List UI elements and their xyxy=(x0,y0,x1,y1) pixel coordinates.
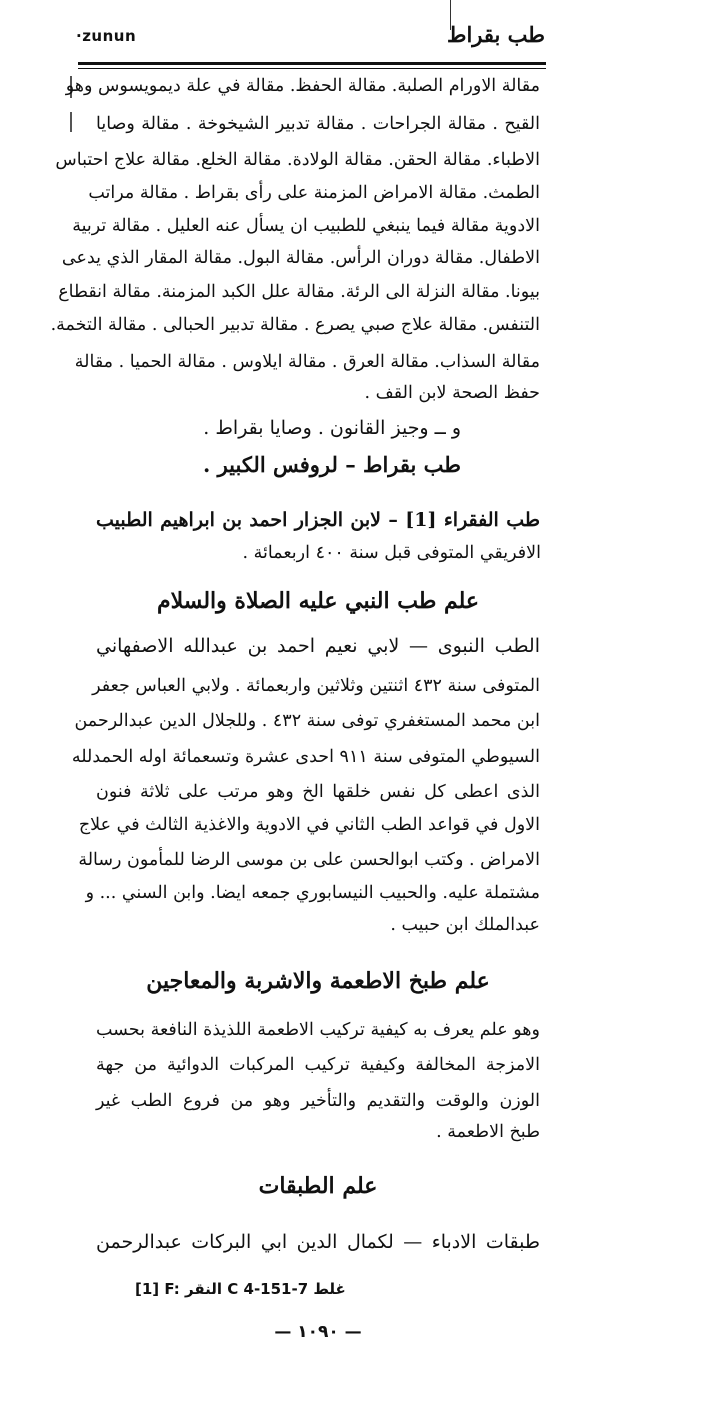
body-line: مشتملة عليه. والحبيب النيسابوري جمعه ايضا. وابن السني ... و xyxy=(85,883,540,903)
running-head-left: ·zunun xyxy=(76,27,137,45)
section-heading: علم طب النبي عليه الصلاة والسلام xyxy=(156,588,480,614)
body-line: الاطفال. مقالة دوران الرأس. مقالة البول. مقالة المقار الذي يدعى xyxy=(61,248,540,268)
body-line: وهو علم يعرف به كيفية تركيب الاطعمة اللذيذة النافعة بحسب xyxy=(96,1020,540,1040)
body-line: الامزجة المخالفة وكيفية تركيب المركبات الدوائية من جهة xyxy=(96,1055,540,1075)
body-line: الوزن والوقت والتقديم والتأخير وهو من فروع الطب غير xyxy=(96,1091,540,1111)
body-line: المتوفى سنة ٤٣٢ اثنتين وثلاثين واربعمائة . ولابي العباس جعفر xyxy=(92,676,540,696)
body-line: مقالة السذاب. مقالة العرق . مقالة ايلاوس . مقالة الحميا . مقالة xyxy=(74,352,540,372)
entry-tibb-nabawi: الطب النبوى — لابي نعيم احمد بن عبدالله الاصفهاني xyxy=(96,635,540,657)
body-line: مقالة الاورام الصلبة. مقالة الحفظ. مقالة في علة ديمويسوس وهو xyxy=(65,76,540,96)
entry-tabaqat-udaba: طبقات الادباء — لكمال الدين ابي البركات عبدالرحمن xyxy=(96,1231,540,1253)
body-line: الذى اعطى كل نفس خلقها الخ وهو مرتب على ثلاثة فنون xyxy=(96,782,540,802)
body-line: طبخ الاطعمة . xyxy=(436,1122,540,1142)
body-line: عبدالملك ابن حبيب . xyxy=(390,915,540,935)
header-rule-thin xyxy=(78,68,546,69)
body-line: الاطباء. مقالة الحقن. مقالة الولادة. مقالة الخلع. مقالة علاج احتباس xyxy=(55,150,540,170)
entry-wajiz: و ــ وجيز القانون . وصايا بقراط . xyxy=(203,417,461,439)
body-line: التنفس. مقالة علاج صبي يصرع . مقالة تدبير الحبالى . مقالة التخمة. xyxy=(50,315,540,335)
body-line: الطمث. مقالة الامراض المزمنة على رأى بقراط . مقالة مراتب xyxy=(88,183,540,203)
body-line: السيوطي المتوفى سنة ٩١١ احدى عشرة وتسعمائة اوله الحمدلله xyxy=(71,747,540,767)
margin-mark xyxy=(70,112,72,132)
running-head-title: طب بقراط xyxy=(447,22,545,47)
body-line: حفظ الصحة لابن القف . xyxy=(364,383,540,403)
body-line: الادوية مقالة فيما ينبغي للطبيب ان يسأل عنه العليل . مقالة تربية xyxy=(72,216,540,236)
body-line: القيح . مقالة الجراحات . مقالة تدبير الشيخوخة . مقالة وصايا xyxy=(96,114,540,134)
page-number: — ١٠٩٠ — xyxy=(274,1322,362,1342)
header-rule-thick xyxy=(78,62,546,65)
section-heading: علم الطبقات xyxy=(258,1173,378,1199)
section-heading: علم طبخ الاطعمة والاشربة والمعاجين xyxy=(146,968,490,994)
entry-tibb-fuqara: طب الفقراء [1] – لابن الجزار احمد بن ابراهيم الطبيب xyxy=(96,509,540,531)
body-line: الامراض . وكتب ابوالحسن على بن موسى الرضا للمأمون رسالة xyxy=(78,850,540,870)
entry-rufus: طب بقراط – لروفس الكبير . xyxy=(202,452,461,477)
body-line: بيونا. مقالة النزلة الى الرئة. مقالة علل الكبد المزمنة. مقالة انقطاع xyxy=(58,282,540,302)
body-line: الاول في قواعد الطب الثاني في الادوية والاغذية الثالث في علاج xyxy=(78,815,540,835)
footnote: [1] F: النقر C 4-151-7 غلط xyxy=(135,1280,346,1298)
body-line: ابن محمد المستغفري توفى سنة ٤٣٢ . وللجلال الدين عبدالرحمن xyxy=(74,711,540,731)
body-line: الافريقي المتوفى قبل سنة ٤٠٠ اربعمائة . xyxy=(242,543,541,563)
